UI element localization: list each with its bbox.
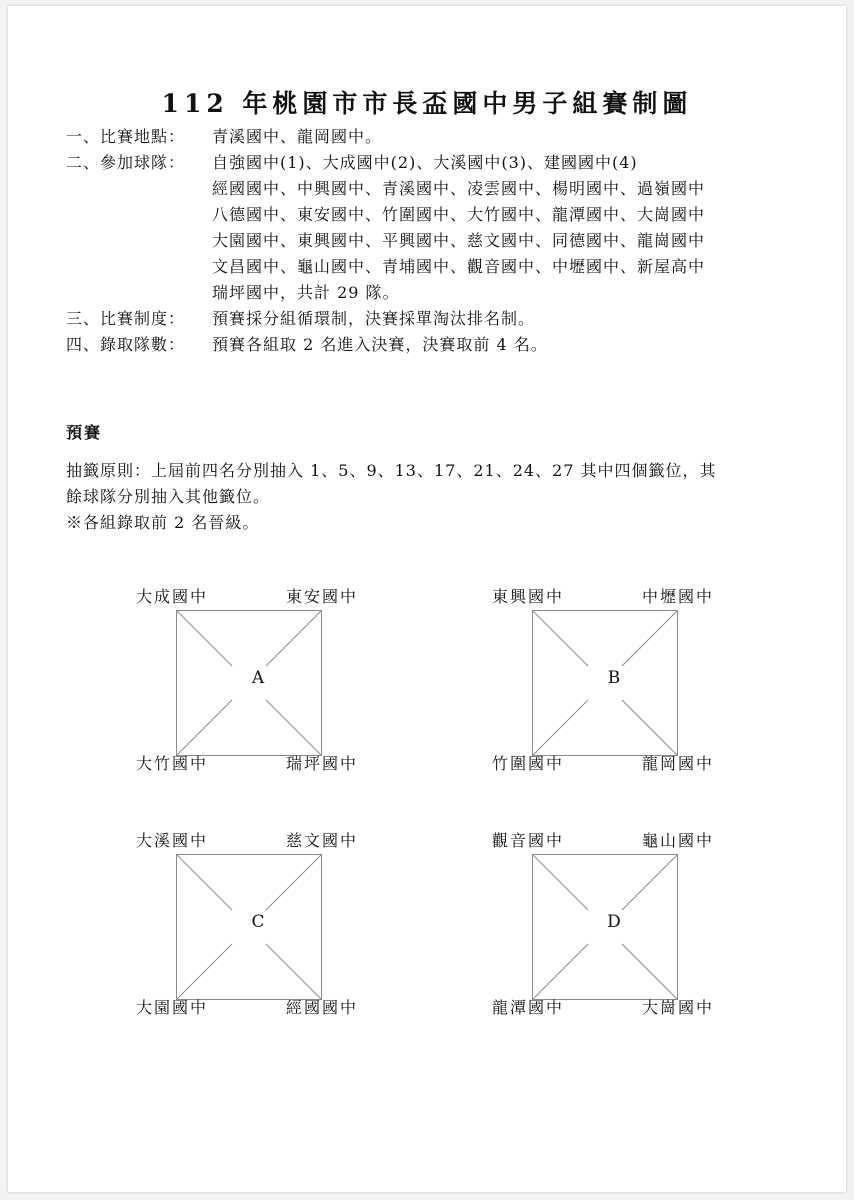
group-team-bottom-left: 竹圍國中 [492, 754, 565, 773]
system-value: 預賽採分組循環制，決賽採單淘汰排名制。 [212, 309, 536, 328]
venue-key: 一、比賽地點： [66, 127, 186, 146]
group-team-bottom-left: 龍潭國中 [492, 998, 565, 1017]
document-page [8, 6, 846, 1192]
system-key: 三、比賽制度： [66, 309, 186, 328]
venue-value: 青溪國中、龍岡國中。 [212, 127, 383, 146]
group-team-bottom-left: 大竹國中 [136, 754, 209, 773]
group-team-top-left: 大溪國中 [136, 831, 209, 850]
group-team-top-right: 慈文國中 [286, 831, 359, 850]
competition-info [66, 124, 705, 358]
group-team-bottom-right: 瑞坪國中 [286, 754, 359, 773]
group-team-top-right: 東安國中 [286, 587, 359, 606]
group-team-top-right: 中壢國中 [642, 587, 715, 606]
rule-line: 餘球隊分別抽入其他籤位。 [66, 487, 271, 506]
group-c-diagram [136, 830, 396, 1030]
prelim-heading: 預賽 [66, 423, 103, 442]
group-b-diagram [492, 586, 752, 786]
quota-row [66, 332, 705, 358]
group-team-top-left: 大成國中 [136, 587, 209, 606]
group-team-bottom-right: 經國國中 [286, 998, 359, 1017]
teams-key: 二、參加球隊： [66, 153, 186, 172]
teams-line: 自強國中(1)、大成國中(2)、大溪國中(3)、建國國中(4) [212, 153, 638, 172]
group-team-bottom-left: 大園國中 [136, 998, 209, 1017]
quota-value: 預賽各組取 2 名進入決賽，決賽取前 4 名。 [212, 335, 548, 354]
group-team-top-left: 東興國中 [492, 587, 565, 606]
group-team-bottom-right: 大崗國中 [642, 998, 715, 1017]
group-label: B [607, 668, 621, 688]
teams-line: 經國國中、中興國中、青溪國中、凌雲國中、楊明國中、過嶺國中 [212, 179, 706, 198]
page-title: 112 年桃園市市長盃國中男子組賽制圖 [161, 89, 693, 118]
rule-line: 抽籤原則：上屆前四名分別抽入 1、5、9、13、17、21、24、27 其中四個籤位，其 [66, 461, 717, 480]
teams-row [66, 150, 705, 176]
teams-line: 八德國中、東安國中、竹圍國中、大竹國中、龍潭國中、大崗國中 [212, 205, 706, 224]
group-team-top-right: 龜山國中 [642, 831, 715, 850]
venue-row [66, 124, 705, 150]
system-row [66, 306, 705, 332]
group-a-diagram [136, 586, 396, 786]
group-team-top-left: 觀音國中 [492, 831, 565, 850]
teams-line: 文昌國中、龜山國中、青埔國中、觀音國中、中壢國中、新屋高中 [212, 257, 706, 276]
quota-key: 四、錄取隊數： [66, 335, 186, 354]
group-label: C [251, 912, 265, 932]
teams-line: 大園國中、東興國中、平興國中、慈文國中、同德國中、龍崗國中 [212, 231, 706, 250]
group-label: A [251, 668, 265, 688]
group-d-diagram [492, 830, 752, 1030]
draw-rules [66, 458, 717, 536]
group-label: D [607, 912, 621, 932]
group-team-bottom-right: 龍岡國中 [642, 754, 715, 773]
rule-line: ※各組錄取前 2 名晉級。 [66, 513, 260, 532]
teams-line: 瑞坪國中，共計 29 隊。 [212, 283, 400, 302]
